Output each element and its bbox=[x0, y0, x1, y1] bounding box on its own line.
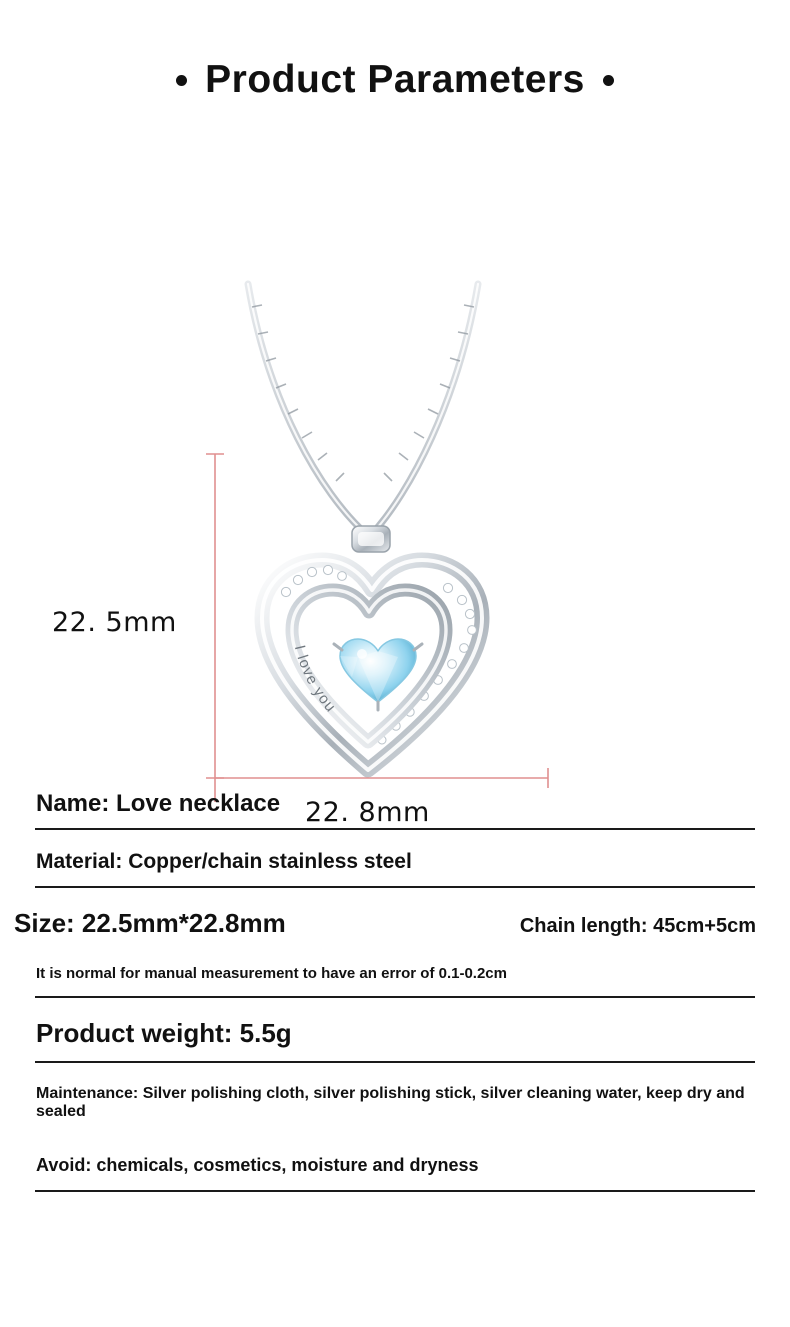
dimension-width-label: 22. 8mm bbox=[305, 797, 430, 828]
bullet-dot-icon bbox=[603, 75, 614, 86]
center-gemstone bbox=[340, 639, 416, 702]
pendant-bail bbox=[352, 526, 390, 552]
spec-row-weight bbox=[0, 998, 790, 1063]
spec-row-name bbox=[0, 790, 790, 830]
dimension-height-label: 22. 5mm bbox=[52, 607, 177, 638]
spec-material-text: Material: Copper/chain stainless steel bbox=[36, 850, 412, 873]
spec-row-material bbox=[0, 830, 790, 888]
page-header bbox=[0, 0, 790, 102]
specs-list bbox=[0, 790, 790, 1192]
spec-chain-length-text: Chain length: 45cm+5cm bbox=[519, 915, 756, 937]
spec-row-size bbox=[0, 888, 790, 998]
divider bbox=[35, 1190, 755, 1192]
bullet-dot-icon bbox=[176, 75, 187, 86]
engraving-text: I love you bbox=[290, 643, 340, 717]
spec-maintenance-text: Maintenance: Silver polishing cloth, silver polishing stick, silver cleaning water, keep dry and sealed bbox=[36, 1085, 745, 1120]
spec-row-maintenance bbox=[0, 1063, 790, 1135]
page-title: Product Parameters bbox=[205, 58, 585, 101]
spec-row-avoid bbox=[0, 1135, 790, 1192]
spec-name-text: Name: Love necklace bbox=[36, 790, 281, 817]
spec-weight-text: Product weight: 5.5g bbox=[36, 1018, 292, 1048]
spec-avoid-text: Avoid: chemicals, cosmetics, moisture and dryness bbox=[36, 1155, 479, 1175]
spec-size-text: Size: 22.5mm*22.8mm bbox=[14, 908, 286, 938]
necklace-diagram bbox=[0, 102, 790, 802]
spec-measurement-note: It is normal for manual measurement to have an error of 0.1-0.2cm bbox=[36, 965, 507, 982]
